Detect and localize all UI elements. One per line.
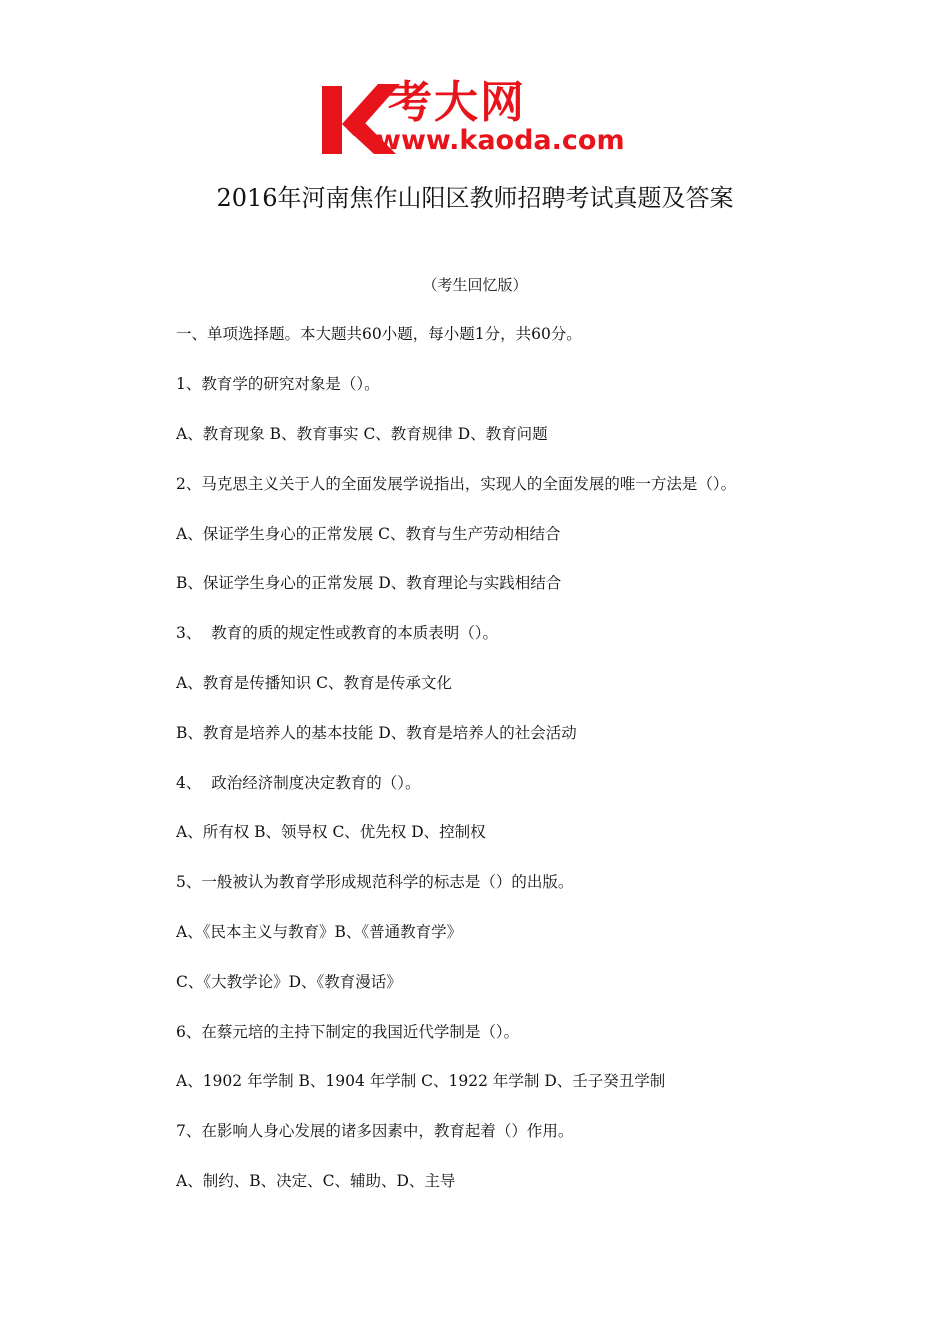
question-3: 3、 教育的质的规定性或教育的本质表明（）。: [176, 624, 498, 642]
question-7: 7、在影响人身心发展的诸多因素中，教育起着（）作用。: [176, 1122, 574, 1140]
kaoda-logo: [318, 77, 648, 160]
question-2: 2、马克思主义关于人的全面发展学说指出，实现人的全面发展的唯一方法是（）。: [176, 475, 737, 493]
question-5: 5、一般被认为教育学形成规范科学的标志是（）的出版。: [176, 873, 574, 891]
question-1: 1、教育学的研究对象是（）。: [176, 375, 380, 393]
question-7-options: A、制约、B、决定、C、辅助、D、主导: [176, 1172, 456, 1190]
question-3-options-bd: B、教育是培养人的基本技能 D、教育是培养人的社会活动: [176, 724, 577, 742]
question-5-options-cd: C、《大教学论》D、《教育漫话》: [176, 973, 402, 991]
question-5-options-ab: A、《民本主义与教育》B、《普通教育学》: [176, 923, 463, 941]
question-1-options: A、教育现象 B、教育事实 C、教育规律 D、教育问题: [176, 425, 548, 443]
question-6-options: A、1902 年学制 B、1904 年学制 C、1922 年学制 D、壬子癸丑学制: [176, 1072, 666, 1090]
section-header: 一、单项选择题。本大题共60小题，每小题1分，共60分。: [176, 325, 582, 343]
question-4-options: A、所有权 B、领导权 C、优先权 D、控制权: [176, 823, 486, 841]
question-6: 6、在蔡元培的主持下制定的我国近代学制是（）。: [176, 1023, 520, 1041]
document-subtitle: （考生回忆版）: [422, 276, 528, 294]
question-3-options-ac: A、教育是传播知识 C、教育是传承文化: [176, 674, 452, 692]
document-title: 2016年河南焦作山阳区教师招聘考试真题及答案: [216, 184, 734, 212]
question-4: 4、 政治经济制度决定教育的（）。: [176, 774, 421, 792]
logo-url-text: www.kaoda.com: [376, 125, 625, 156]
logo-brand-text: 考大网: [388, 77, 526, 128]
question-2-options-bd: B、保证学生身心的正常发展 D、教育理论与实践相结合: [176, 574, 562, 592]
question-2-options-ac: A、保证学生身心的正常发展 C、教育与生产劳动相结合: [176, 525, 561, 543]
